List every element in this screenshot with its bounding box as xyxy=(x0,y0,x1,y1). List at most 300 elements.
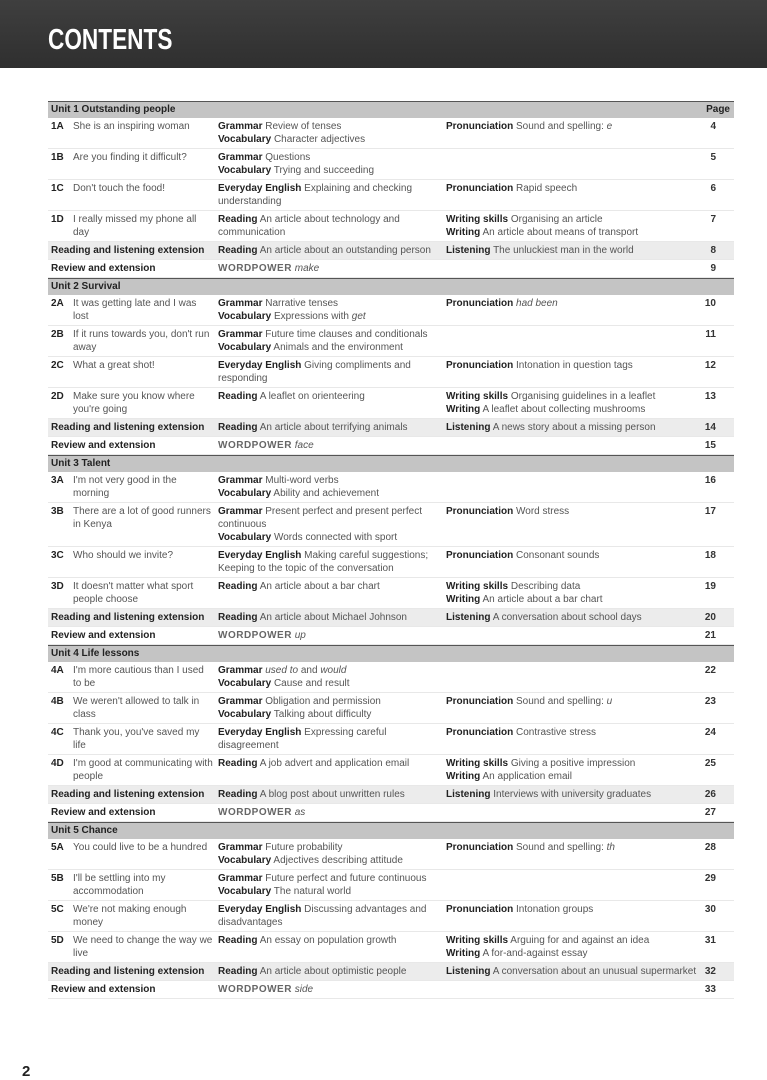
entry-keyword: Vocabulary xyxy=(218,311,272,322)
lesson-page-number: 28 xyxy=(704,842,716,853)
review-page-number: 9 xyxy=(710,263,716,274)
extension-label: Reading and listening extension xyxy=(51,612,205,623)
entry-italic: th xyxy=(606,842,615,853)
lesson-code: 2C xyxy=(51,360,64,371)
entry-line xyxy=(218,708,440,721)
unit-header xyxy=(48,101,734,118)
extension-middle xyxy=(218,244,440,257)
review-row xyxy=(48,804,734,822)
entry-text: An article about an outstanding person xyxy=(259,245,431,256)
page-column-label: Page xyxy=(706,104,730,115)
entry-keyword: Grammar xyxy=(218,475,263,486)
entry-keyword: Writing skills xyxy=(446,935,509,946)
review-wordpower xyxy=(218,983,440,996)
lesson-title: What a great shot! xyxy=(73,360,155,371)
lesson-content-right xyxy=(446,726,708,739)
lesson-title: We need to change the way we live xyxy=(73,935,213,959)
lesson-row xyxy=(48,211,734,242)
extension-right xyxy=(446,421,708,434)
lesson-page-number: 19 xyxy=(704,581,716,592)
entry-line xyxy=(446,244,708,257)
extension-row xyxy=(48,963,734,981)
entry-line xyxy=(218,328,440,341)
entry-keyword: Vocabulary xyxy=(218,709,272,720)
lesson-page-number: 23 xyxy=(704,696,716,707)
entry-text: Expressing careful disagreement xyxy=(218,727,387,751)
lesson-content-middle xyxy=(218,213,440,239)
lesson-content-middle xyxy=(218,757,440,770)
lesson-content-middle xyxy=(218,151,440,177)
lesson-title: It was getting late and I was lost xyxy=(73,298,197,322)
lesson-title: Are you finding it difficult? xyxy=(73,152,187,163)
lesson-row xyxy=(48,118,734,149)
lesson-row xyxy=(48,326,734,357)
entry-line xyxy=(218,390,440,403)
unit-title: Unit 3 Talent xyxy=(51,458,111,469)
review-page-number: 21 xyxy=(704,630,716,641)
lesson-page-number: 7 xyxy=(710,214,716,225)
extension-page-number: 32 xyxy=(704,966,716,977)
entry-text: An article about means of transport xyxy=(482,227,639,238)
entry-line xyxy=(218,310,440,323)
entry-text: A job advert and application email xyxy=(259,758,410,769)
unit-title: Unit 5 Chance xyxy=(51,825,118,836)
entry-keyword: Reading xyxy=(218,935,258,946)
wordpower-word: up xyxy=(294,630,306,641)
lesson-content-middle xyxy=(218,695,440,721)
entry-italic: used to xyxy=(265,665,299,676)
entry-text: Questions xyxy=(265,152,311,163)
lesson-page-number: 12 xyxy=(704,360,716,371)
lesson-code: 1A xyxy=(51,121,64,132)
entry-text: Organising guidelines in a leaflet xyxy=(510,391,656,402)
lesson-title: I really missed my phone all day xyxy=(73,214,197,238)
extension-page-number: 8 xyxy=(710,245,716,256)
entry-keyword: Pronunciation xyxy=(446,506,514,517)
lesson-row xyxy=(48,839,734,870)
extension-label: Reading and listening extension xyxy=(51,966,205,977)
extension-middle xyxy=(218,611,440,624)
lesson-row xyxy=(48,870,734,901)
entry-text: Obligation and permission xyxy=(265,696,381,707)
lesson-row xyxy=(48,503,734,547)
entry-line xyxy=(218,421,440,434)
lesson-code: 4B xyxy=(51,696,64,707)
review-row xyxy=(48,627,734,645)
lesson-code: 4D xyxy=(51,758,64,769)
entry-text: An article about terrifying animals xyxy=(259,422,408,433)
entry-line xyxy=(446,359,708,372)
lesson-content-right xyxy=(446,695,708,708)
lesson-content-middle xyxy=(218,549,440,575)
lesson-row xyxy=(48,149,734,180)
lesson-content-middle xyxy=(218,297,440,323)
lesson-code: 5C xyxy=(51,904,64,915)
entry-text: Present perfect and present perfect continuous xyxy=(218,506,423,530)
entry-text: A leaflet on orienteering xyxy=(259,391,365,402)
lesson-page-number: 30 xyxy=(704,904,716,915)
lesson-row xyxy=(48,755,734,786)
lesson-content-middle xyxy=(218,328,440,354)
entry-line xyxy=(446,403,708,416)
entry-text: Rapid speech xyxy=(516,183,578,194)
entry-line xyxy=(446,841,708,854)
lesson-code: 1B xyxy=(51,152,64,163)
entry-line xyxy=(218,965,440,978)
entry-text: Expressions with xyxy=(273,311,352,322)
entry-text: Future probability xyxy=(265,842,343,853)
entry-text: Sound and spelling: xyxy=(516,842,607,853)
entry-keyword: Everyday English xyxy=(218,360,302,371)
lesson-content-right xyxy=(446,934,708,960)
extension-right xyxy=(446,611,708,624)
lesson-code: 1C xyxy=(51,183,64,194)
review-row xyxy=(48,981,734,999)
lesson-row xyxy=(48,388,734,419)
lesson-row xyxy=(48,932,734,963)
entry-text: Sound and spelling: xyxy=(516,121,607,132)
lesson-content-right xyxy=(446,757,708,783)
entry-text: Narrative tenses xyxy=(265,298,339,309)
entry-keyword: Reading xyxy=(218,966,258,977)
entry-italic: get xyxy=(351,311,366,322)
entry-line xyxy=(218,505,440,531)
entry-text: and xyxy=(298,665,321,676)
entry-italic: would xyxy=(320,665,347,676)
wordpower-word: as xyxy=(294,807,306,818)
lesson-page-number: 4 xyxy=(710,121,716,132)
entry-line xyxy=(446,726,708,739)
lesson-title: I'm not very good in the morning xyxy=(73,475,177,499)
review-page-number: 27 xyxy=(704,807,716,818)
entry-text: Talking about difficulty xyxy=(273,709,372,720)
lesson-content-right xyxy=(446,182,708,195)
entry-keyword: Pronunciation xyxy=(446,298,514,309)
entry-text: Ability and achievement xyxy=(273,488,380,499)
unit-title: Unit 1 Outstanding people xyxy=(51,104,176,115)
entry-text: Future time clauses and conditionals xyxy=(265,329,428,340)
entry-line xyxy=(446,757,708,770)
entry-text: Adjectives describing attitude xyxy=(273,855,403,866)
entry-keyword: Grammar xyxy=(218,873,263,884)
entry-keyword: Vocabulary xyxy=(218,678,272,689)
lesson-row xyxy=(48,295,734,326)
entry-line xyxy=(446,770,708,783)
entry-text: Animals and the environment xyxy=(273,342,403,353)
wordpower-label: WORDPOWER xyxy=(218,263,292,274)
lesson-content-middle xyxy=(218,934,440,947)
lesson-page-number: 18 xyxy=(704,550,716,561)
entry-line xyxy=(218,726,440,752)
entry-text: Contrastive stress xyxy=(516,727,597,738)
lesson-page-number: 25 xyxy=(704,758,716,769)
entry-keyword: Grammar xyxy=(218,842,263,853)
lesson-title: Make sure you know where you're going xyxy=(73,391,195,415)
entry-line xyxy=(446,934,708,947)
entry-text: An essay on population growth xyxy=(259,935,397,946)
extension-page-number: 14 xyxy=(704,422,716,433)
lesson-content-right xyxy=(446,580,708,606)
extension-label: Reading and listening extension xyxy=(51,422,205,433)
entry-line xyxy=(218,164,440,177)
entry-line xyxy=(218,487,440,500)
entry-keyword: Grammar xyxy=(218,506,263,517)
entry-keyword: Reading xyxy=(218,581,258,592)
entry-keyword: Pronunciation xyxy=(446,904,514,915)
entry-keyword: Writing xyxy=(446,948,481,959)
review-label: Review and extension xyxy=(51,807,156,818)
lesson-row xyxy=(48,901,734,932)
lesson-content-middle xyxy=(218,872,440,898)
entry-keyword: Vocabulary xyxy=(218,886,272,897)
unit-title: Unit 2 Survival xyxy=(51,281,121,292)
lesson-row xyxy=(48,180,734,211)
entry-text: Cause and result xyxy=(273,678,350,689)
lesson-content-middle xyxy=(218,903,440,929)
entry-keyword: Everyday English xyxy=(218,904,302,915)
entry-line xyxy=(446,965,708,978)
extension-right xyxy=(446,965,708,978)
entry-line xyxy=(218,934,440,947)
entry-keyword: Reading xyxy=(218,422,258,433)
entry-keyword: Vocabulary xyxy=(218,532,272,543)
lesson-row xyxy=(48,547,734,578)
lesson-page-number: 5 xyxy=(710,152,716,163)
entry-keyword: Reading xyxy=(218,214,258,225)
review-label: Review and extension xyxy=(51,440,156,451)
lesson-content-middle xyxy=(218,120,440,146)
entry-text: Discussing advantages and disadvantages xyxy=(218,904,427,928)
entry-keyword: Writing xyxy=(446,771,481,782)
entry-keyword: Writing skills xyxy=(446,581,509,592)
lesson-code: 4A xyxy=(51,665,64,676)
entry-text: An article about a bar chart xyxy=(482,594,603,605)
unit-header xyxy=(48,278,734,295)
lesson-code: 2B xyxy=(51,329,64,340)
entry-line xyxy=(218,854,440,867)
review-wordpower xyxy=(218,806,440,819)
entry-keyword: Vocabulary xyxy=(218,134,272,145)
lesson-code: 4C xyxy=(51,727,64,738)
entry-line xyxy=(218,611,440,624)
entry-keyword: Pronunciation xyxy=(446,121,514,132)
extension-middle xyxy=(218,788,440,801)
entry-line xyxy=(218,133,440,146)
entry-line xyxy=(218,872,440,885)
lesson-content-right xyxy=(446,213,708,239)
lesson-page-number: 22 xyxy=(704,665,716,676)
entry-line xyxy=(446,593,708,606)
entry-text: A leaflet about collecting mushrooms xyxy=(482,404,646,415)
entry-keyword: Grammar xyxy=(218,152,263,163)
entry-keyword: Grammar xyxy=(218,298,263,309)
lesson-content-right xyxy=(446,359,708,372)
entry-text: Intonation in question tags xyxy=(516,360,633,371)
review-page-number: 33 xyxy=(704,984,716,995)
entry-keyword: Grammar xyxy=(218,121,263,132)
entry-line xyxy=(446,390,708,403)
entry-line xyxy=(218,474,440,487)
lesson-code: 3B xyxy=(51,506,64,517)
entry-line xyxy=(218,841,440,854)
lesson-content-right xyxy=(446,505,708,518)
entry-line xyxy=(218,885,440,898)
lesson-row xyxy=(48,357,734,388)
lesson-content-middle xyxy=(218,505,440,544)
entry-text: Giving a positive impression xyxy=(510,758,636,769)
entry-text: Interviews with university graduates xyxy=(493,789,652,800)
entry-text: Intonation groups xyxy=(516,904,594,915)
entry-keyword: Everyday English xyxy=(218,183,302,194)
entry-text: Words connected with sport xyxy=(273,532,398,543)
lesson-title: If it runs towards you, don't run away xyxy=(73,329,210,353)
entry-keyword: Writing xyxy=(446,594,481,605)
lesson-title: I'm more cautious than I used to be xyxy=(73,665,204,689)
extension-page-number: 26 xyxy=(704,789,716,800)
entry-text: The natural world xyxy=(273,886,352,897)
entry-line xyxy=(446,182,708,195)
entry-keyword: Writing xyxy=(446,404,481,415)
lesson-content-middle xyxy=(218,474,440,500)
review-row xyxy=(48,437,734,455)
lesson-code: 1D xyxy=(51,214,64,225)
entry-italic: had been xyxy=(516,298,558,309)
entry-text: An application email xyxy=(482,771,572,782)
lesson-code: 5D xyxy=(51,935,64,946)
review-page-number: 15 xyxy=(704,440,716,451)
entry-line xyxy=(446,120,708,133)
lesson-row xyxy=(48,662,734,693)
entry-line xyxy=(218,213,440,239)
lesson-page-number: 24 xyxy=(704,727,716,738)
entry-line xyxy=(218,549,440,575)
review-row xyxy=(48,260,734,278)
entry-text: Word stress xyxy=(516,506,570,517)
entry-italic: e xyxy=(606,121,613,132)
entry-keyword: Vocabulary xyxy=(218,488,272,499)
lesson-code: 5B xyxy=(51,873,64,884)
lesson-content-middle xyxy=(218,841,440,867)
lesson-content-middle xyxy=(218,664,440,690)
extension-row xyxy=(48,419,734,437)
entry-keyword: Grammar xyxy=(218,665,263,676)
wordpower-word: side xyxy=(294,984,314,995)
review-wordpower xyxy=(218,262,440,275)
entry-line xyxy=(218,664,440,677)
lesson-row xyxy=(48,693,734,724)
lesson-title: Thank you, you've saved my life xyxy=(73,727,200,751)
extension-row xyxy=(48,786,734,804)
entry-keyword: Reading xyxy=(218,245,258,256)
lesson-title: It doesn't matter what sport people choose xyxy=(73,581,194,605)
entry-text: A blog post about unwritten rules xyxy=(259,789,405,800)
extension-row xyxy=(48,242,734,260)
lesson-content-middle xyxy=(218,182,440,208)
entry-keyword: Writing skills xyxy=(446,214,509,225)
lesson-code: 2D xyxy=(51,391,64,402)
entry-keyword: Vocabulary xyxy=(218,342,272,353)
lesson-code: 5A xyxy=(51,842,64,853)
lesson-title: I'll be settling into my accommodation xyxy=(73,873,166,897)
wordpower-label: WORDPOWER xyxy=(218,807,292,818)
entry-keyword: Reading xyxy=(218,612,258,623)
entry-keyword: Vocabulary xyxy=(218,165,272,176)
entry-keyword: Pronunciation xyxy=(446,360,514,371)
entry-keyword: Listening xyxy=(446,422,491,433)
lesson-page-number: 29 xyxy=(704,873,716,884)
entry-text: Describing data xyxy=(510,581,581,592)
extension-label: Reading and listening extension xyxy=(51,789,205,800)
lesson-page-number: 16 xyxy=(704,475,716,486)
page-title: CONTENTS xyxy=(48,24,173,56)
entry-keyword: Writing skills xyxy=(446,758,509,769)
entry-line xyxy=(446,903,708,916)
entry-line xyxy=(218,244,440,257)
review-label: Review and extension xyxy=(51,263,156,274)
wordpower-label: WORDPOWER xyxy=(218,984,292,995)
entry-line xyxy=(446,788,708,801)
lesson-page-number: 11 xyxy=(705,329,716,340)
entry-line xyxy=(446,580,708,593)
extension-label: Reading and listening extension xyxy=(51,245,205,256)
lesson-row xyxy=(48,578,734,609)
lesson-content-right xyxy=(446,549,708,562)
entry-text: Sound and spelling: xyxy=(516,696,607,707)
entry-keyword: Grammar xyxy=(218,329,263,340)
entry-line xyxy=(218,677,440,690)
entry-keyword: Pronunciation xyxy=(446,696,514,707)
entry-line xyxy=(446,549,708,562)
entry-text: Multi-word verbs xyxy=(265,475,339,486)
entry-keyword: Everyday English xyxy=(218,550,302,561)
entry-keyword: Pronunciation xyxy=(446,550,514,561)
extension-right xyxy=(446,244,708,257)
header-banner xyxy=(0,0,767,68)
entry-line xyxy=(446,695,708,708)
unit-header xyxy=(48,645,734,662)
entry-text: Character adjectives xyxy=(273,134,366,145)
lesson-code: 2A xyxy=(51,298,64,309)
entry-keyword: Pronunciation xyxy=(446,842,514,853)
lesson-title: She is an inspiring woman xyxy=(73,121,190,132)
entry-text: Explaining and checking understanding xyxy=(218,183,413,207)
entry-line xyxy=(218,531,440,544)
entry-text: An article about Michael Johnson xyxy=(259,612,407,623)
entry-text: Trying and succeeding xyxy=(273,165,375,176)
lesson-content-right xyxy=(446,903,708,916)
lesson-title: Who should we invite? xyxy=(73,550,174,561)
entry-keyword: Vocabulary xyxy=(218,855,272,866)
entry-text: An article about a bar chart xyxy=(259,581,380,592)
lesson-content-middle xyxy=(218,580,440,593)
review-label: Review and extension xyxy=(51,984,156,995)
lesson-page-number: 13 xyxy=(704,391,716,402)
entry-line xyxy=(218,903,440,929)
lesson-page-number: 6 xyxy=(710,183,716,194)
page-number: 2 xyxy=(22,1063,31,1080)
entry-line xyxy=(218,341,440,354)
review-wordpower xyxy=(218,629,440,642)
unit-header xyxy=(48,455,734,472)
entry-line xyxy=(446,505,708,518)
entry-keyword: Listening xyxy=(446,966,491,977)
entry-keyword: Reading xyxy=(218,789,258,800)
unit-title: Unit 4 Life lessons xyxy=(51,648,140,659)
entry-text: A news story about a missing person xyxy=(492,422,656,433)
entry-keyword: Listening xyxy=(446,245,491,256)
entry-keyword: Everyday English xyxy=(218,727,302,738)
entry-text: A for-and-against essay xyxy=(482,948,588,959)
